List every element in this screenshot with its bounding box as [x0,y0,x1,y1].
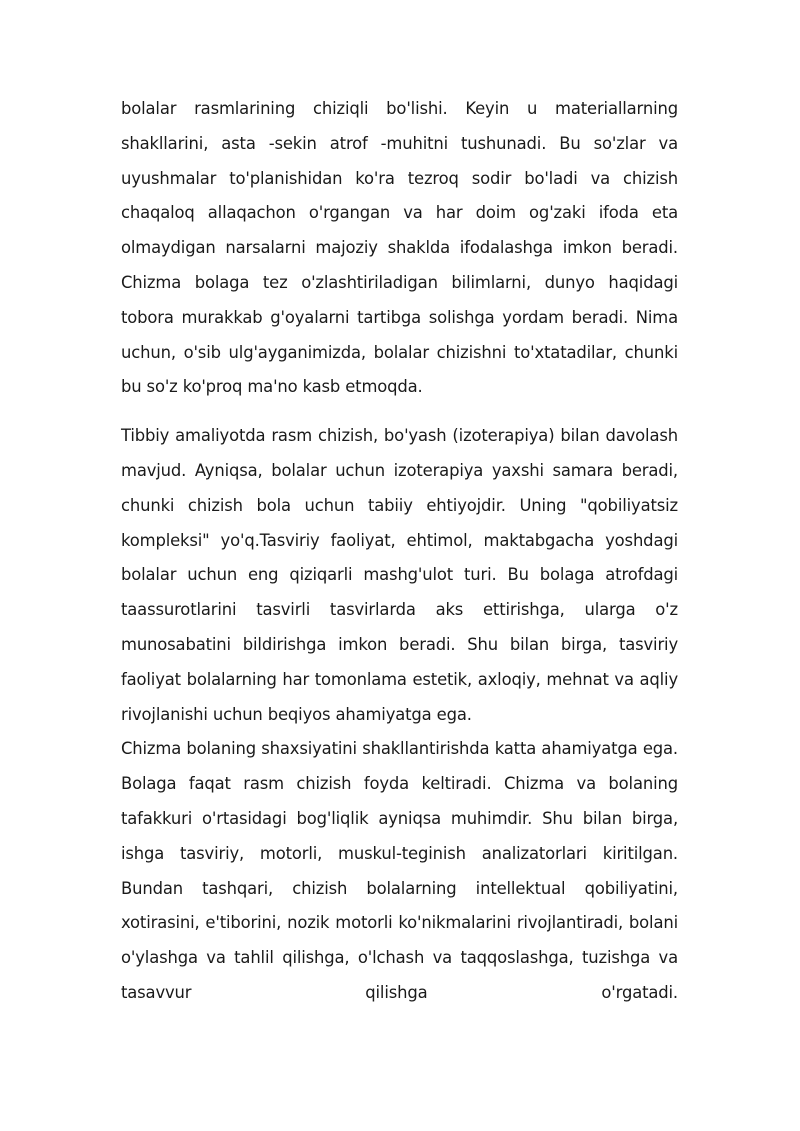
paragraph-2: Tibbiy amaliyotda rasm chizish, bo'yash (izoterapiya) bilan davolash mavjud. Ayniqsa, bolalar uchun izoterapiya yaxshi samara beradi, chunki chizish bola uchun tabiiy ehtiyojdir. Uning "qobiliyatsiz kompleksi" yo'q.Tasviriy faoliyat, ehtimol, maktabgacha yoshdagi bolalar uchun eng qiziqarli mashg'ulot turi. Bu bolaga atrofdagi taassurotlarini tasvirli tasvirlarda aks ettirishga, ularga o'z munosabatini bildirishga imkon beradi. Shu bilan birga, tasviriy faoliyat bolalarning har tomonlama estetik, axloqiy, mehnat va aqliy rivojlanishi uchun beqiyos ahamiyatga ega. [121,426,678,724]
paragraph-1: bolalar rasmlarining chiziqli bo'lishi. Keyin u materiallarning shakllarini, asta -sekin atrof -muhitni tushunadi. Bu so'zlar va uyushmalar to'planishidan ko'ra tezroq sodir bo'ladi va chizish chaqaloq allaqachon o'rgangan va har doim og'zaki ifoda eta olmaydigan narsalarni majoziy shaklda ifodalashga imkon beradi. Chizma bolaga tez o'zlashtiriladigan bilimlarni, dunyo haqidagi tobora murakkab g'oyalarni tartibga solishga yordam beradi. Nima uchun, o'sib ulg'ayganimizda, bolalar chizishni to'xtatadilar, chunki bu so'z ko'proq ma'no kasb etmoqda. [121,99,678,397]
paragraph-3: Chizma bolaning shaxsiyatini shakllantirishda katta ahamiyatga ega. Bolaga faqat rasm chizish foyda keltiradi. Chizma va bolaning tafakkuri o'rtasidagi bog'liqlik ayniqsa muhimdir. Shu bilan birga, ishga tasviriy, motorli, muskul-teginish analizatorlari kiritilgan. Bundan tashqari, chizish bolalarning intellektual qobiliyatini, xotirasini, e'tiborini, nozik motorli ko'nikmalarini rivojlantiradi, bolani o'ylashga va tahlil qilishga, o'lchash va taqqoslashga, tuzishga va tasavvur qilishga o'rgatadi. [121,739,678,1002]
document-body [121,92,678,1011]
